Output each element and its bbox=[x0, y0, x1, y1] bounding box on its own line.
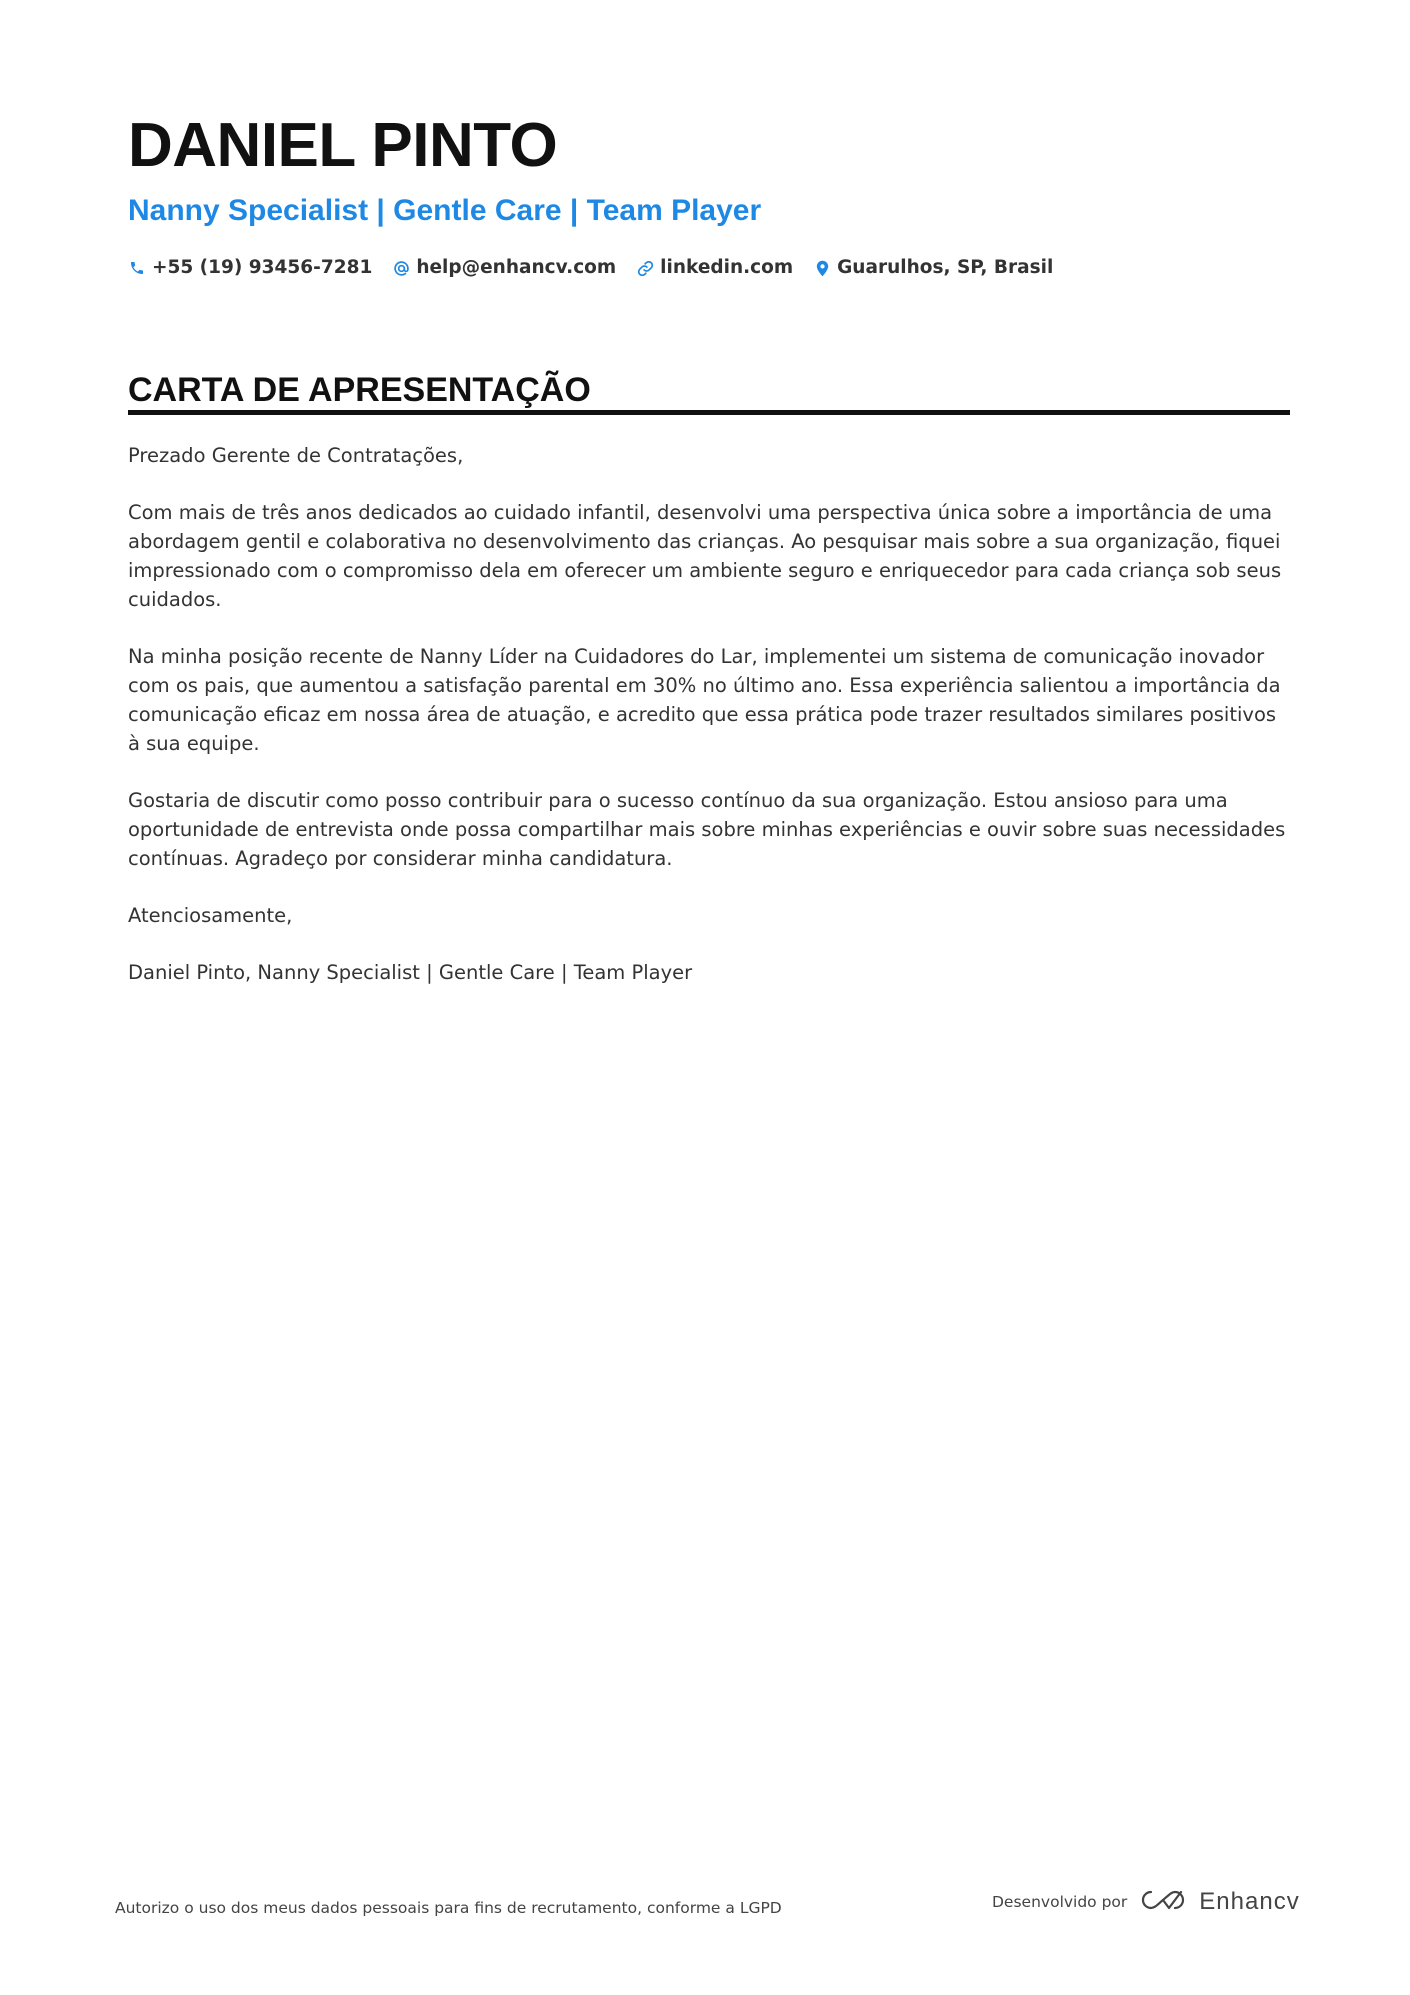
location-text: Guarulhos, SP, Brasil bbox=[837, 257, 1054, 278]
candidate-name: DANIEL PINTO bbox=[128, 111, 558, 180]
candidate-headline: Nanny Specialist | Gentle Care | Team Player bbox=[128, 194, 762, 227]
letter-signature: Daniel Pinto, Nanny Specialist | Gentle Care | Team Player bbox=[128, 961, 693, 984]
infinity-icon bbox=[1139, 1888, 1187, 1916]
location-pin-icon bbox=[813, 259, 831, 277]
email-text: help@enhancv.com bbox=[416, 257, 617, 278]
section-divider bbox=[128, 410, 1290, 415]
letter-salutation: Prezado Gerente de Contratações, bbox=[128, 444, 464, 467]
letter-paragraph: Na minha posição recente de Nanny Líder na Cuidadores do Lar, implementei um sistema de comunicação inovador com os pais, que aumentou a satisfação parental em 30% no último ano. Essa experiência salientou a importância da comunicação eficaz em nossa área de atuação, e acredito que essa prática pode trazer resultados similares positivos à sua equipe. bbox=[128, 645, 1281, 755]
linkedin-text: linkedin.com bbox=[660, 257, 794, 278]
phone-text: +55 (19) 93456-7281 bbox=[152, 257, 373, 278]
contact-email[interactable] bbox=[392, 255, 616, 281]
contact-phone bbox=[128, 255, 372, 281]
enhancv-logo[interactable] bbox=[1139, 1888, 1299, 1916]
section-title: CARTA DE APRESENTAÇÃO bbox=[128, 371, 591, 409]
letter-paragraph: Gostaria de discutir como posso contribuir para o sucesso contínuo da sua organização. Estou ansioso para uma oportunidade de entrevista onde possa compartilhar mais sobre minhas experiências e ouvir sobre suas necessidades contínuas. Agradeço por considerar minha candidatura. bbox=[128, 789, 1286, 870]
powered-by-label: Desenvolvido por bbox=[992, 1893, 1128, 1911]
at-icon bbox=[392, 259, 410, 277]
link-icon bbox=[636, 259, 654, 277]
letter-body bbox=[128, 441, 1293, 1015]
letter-paragraph: Com mais de três anos dedicados ao cuidado infantil, desenvolvi uma perspectiva única sobre a importância de uma abordagem gentil e colaborativa no desenvolvimento das crianças. Ao pesquisar mais sobre a sua organização, fiquei impressionado com o compromisso dela em oferecer um ambiente seguro e enriquecedor para cada criança sob seus cuidados. bbox=[128, 501, 1282, 611]
consent-note: Autorizo o uso dos meus dados pessoais para fins de recrutamento, conforme a LGPD bbox=[115, 1899, 782, 1917]
letter-closing: Atenciosamente, bbox=[128, 904, 293, 927]
powered-by bbox=[992, 1888, 1300, 1916]
contact-linkedin[interactable] bbox=[636, 255, 793, 281]
contact-bar bbox=[128, 255, 1073, 281]
phone-icon bbox=[128, 259, 146, 277]
brand-name: Enhancv bbox=[1199, 1888, 1300, 1915]
contact-location bbox=[813, 255, 1053, 281]
